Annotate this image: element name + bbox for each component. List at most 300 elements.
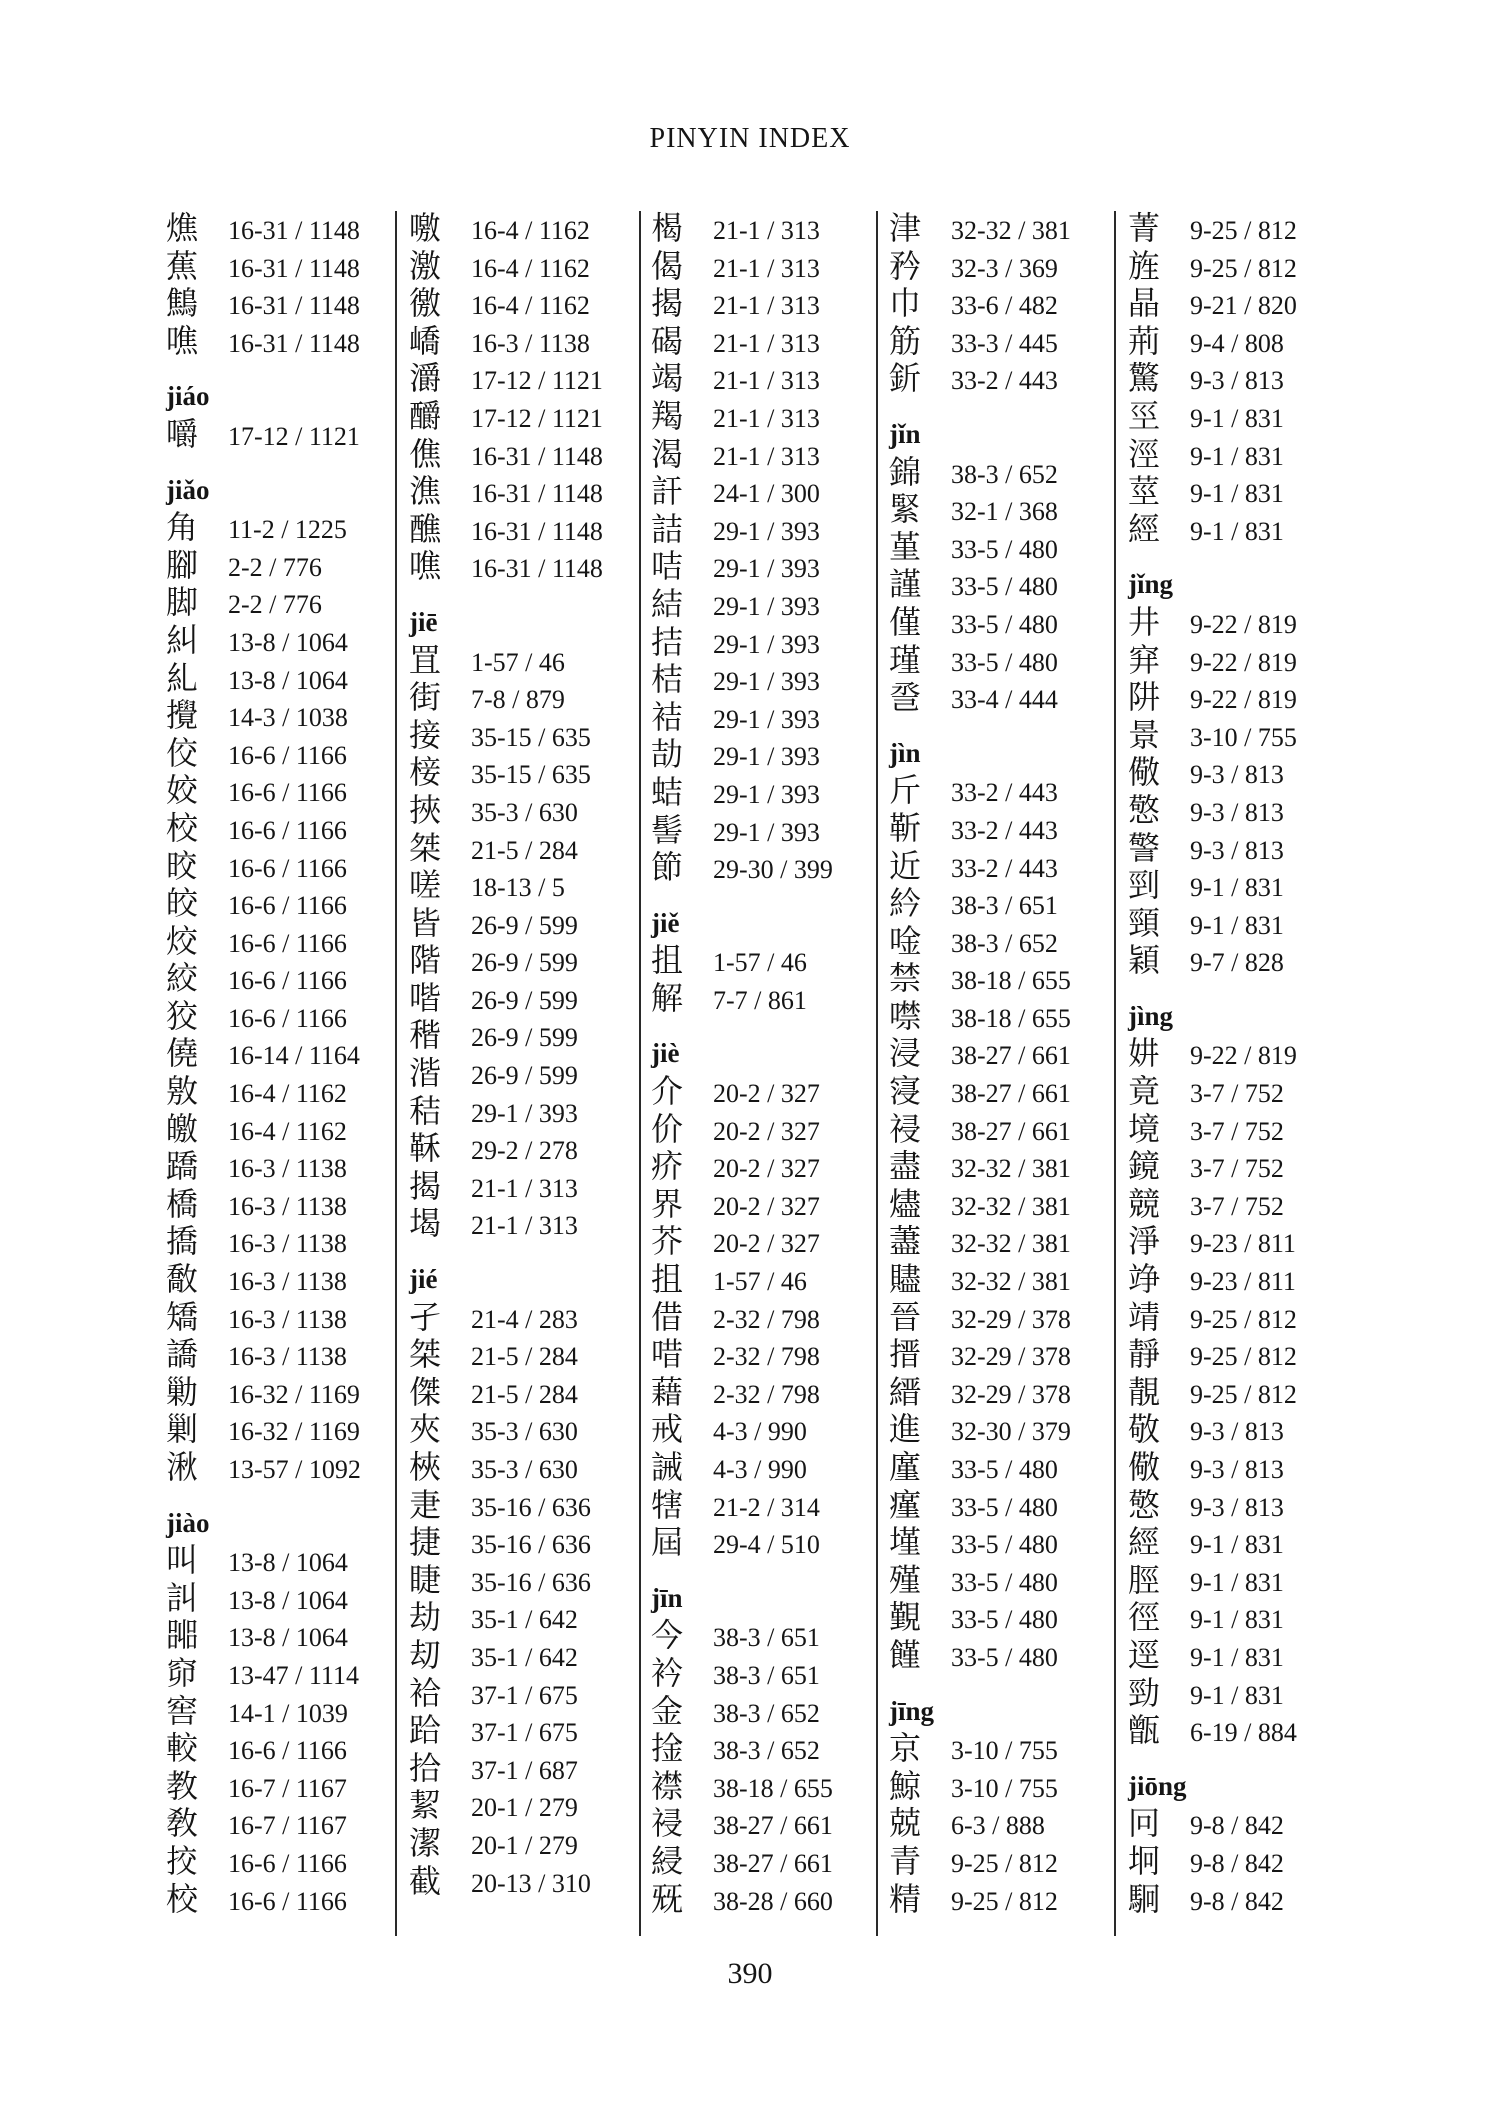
entry-reference: 9-7 / 828 bbox=[1190, 948, 1284, 978]
index-entry bbox=[409, 942, 603, 980]
index-entry bbox=[889, 848, 1071, 886]
index-entry bbox=[889, 1073, 1071, 1111]
entry-reference: 35-3 / 630 bbox=[471, 1455, 578, 1484]
entry-character: 揭 bbox=[651, 285, 684, 323]
entry-reference: 9-1 / 831 bbox=[1190, 1642, 1284, 1672]
entry-character: 津 bbox=[889, 210, 922, 247]
entry-reference: 13-8 / 1064 bbox=[228, 1623, 348, 1653]
entry-character: 青 bbox=[889, 1842, 922, 1880]
entry-reference: 32-32 / 381 bbox=[951, 216, 1071, 245]
entry-character: 殣 bbox=[889, 1561, 922, 1599]
entry-character: 兓 bbox=[651, 1880, 684, 1918]
entry-character: 近 bbox=[889, 847, 922, 885]
entry-reference: 9-1 / 831 bbox=[1190, 1530, 1284, 1560]
entry-reference: 20-2 / 327 bbox=[713, 1116, 820, 1146]
index-entry bbox=[1128, 285, 1297, 323]
entry-character: 訐 bbox=[651, 473, 684, 511]
pinyin-heading: jǐng bbox=[1128, 569, 1174, 600]
entry-character: 涇 bbox=[1128, 435, 1161, 473]
entry-character: 稭 bbox=[409, 1017, 442, 1055]
entry-character: 脚 bbox=[166, 584, 199, 622]
entry-reference: 29-1 / 393 bbox=[713, 554, 820, 584]
entry-character: 屆 bbox=[651, 1524, 684, 1562]
entry-reference: 33-5 / 480 bbox=[951, 1567, 1058, 1597]
entry-reference: 2-32 / 798 bbox=[713, 1304, 820, 1334]
index-entry bbox=[1128, 1843, 1297, 1881]
index-entry bbox=[166, 1693, 361, 1731]
index-entry bbox=[409, 1336, 603, 1374]
entry-reference: 38-28 / 660 bbox=[713, 1886, 833, 1916]
index-entry bbox=[889, 1148, 1071, 1186]
index-entry bbox=[651, 1186, 833, 1224]
pinyin-heading: jiě bbox=[651, 907, 680, 938]
entry-reference: 16-31 / 1148 bbox=[228, 328, 360, 358]
entry-character: 竟 bbox=[1128, 1073, 1161, 1111]
entry-character: 窖 bbox=[166, 1692, 199, 1730]
pinyin-heading: jié bbox=[409, 1264, 438, 1295]
entry-reference: 11-2 / 1225 bbox=[228, 515, 347, 545]
entry-character: 瑾 bbox=[889, 641, 922, 679]
index-entry bbox=[651, 980, 833, 1018]
entry-reference: 16-31 / 1148 bbox=[228, 291, 360, 321]
entry-character: 鏡 bbox=[1128, 1148, 1161, 1186]
entry-reference: 29-1 / 393 bbox=[713, 704, 820, 734]
entry-reference: 9-3 / 813 bbox=[1190, 1417, 1284, 1447]
entry-reference: 16-6 / 1166 bbox=[228, 740, 347, 770]
index-entry bbox=[409, 1750, 603, 1788]
index-entry bbox=[651, 323, 833, 361]
index-entry bbox=[409, 511, 603, 549]
index-entry bbox=[889, 566, 1071, 604]
entry-character: 詰 bbox=[651, 510, 684, 548]
index-entry bbox=[166, 1730, 361, 1768]
entry-character: 秸 bbox=[409, 1092, 442, 1130]
entry-reference: 16-31 / 1148 bbox=[228, 253, 360, 283]
entry-reference: 37-1 / 675 bbox=[471, 1680, 578, 1710]
entry-character: 節 bbox=[651, 849, 684, 887]
entry-reference: 9-22 / 819 bbox=[1190, 685, 1297, 715]
index-entry bbox=[1128, 1374, 1297, 1412]
index-entry bbox=[1128, 1712, 1297, 1750]
entry-character: 儆 bbox=[1128, 754, 1161, 792]
entry-character: 醮 bbox=[409, 510, 442, 548]
entry-character: 矯 bbox=[166, 1298, 199, 1336]
index-entry bbox=[651, 736, 833, 774]
entry-reference: 33-5 / 480 bbox=[951, 1605, 1058, 1635]
entry-character: 較 bbox=[166, 1730, 199, 1768]
entry-reference: 16-6 / 1166 bbox=[228, 966, 347, 996]
entry-character: 淨 bbox=[1128, 1223, 1161, 1261]
entry-reference: 35-1 / 642 bbox=[471, 1605, 578, 1635]
entry-reference: 21-1 / 313 bbox=[713, 216, 820, 245]
index-entry bbox=[1128, 1411, 1297, 1449]
index-entry bbox=[651, 210, 833, 248]
entry-reference: 32-29 / 378 bbox=[951, 1379, 1071, 1409]
entry-character: 靚 bbox=[1128, 1373, 1161, 1411]
entry-character: 糺 bbox=[166, 659, 199, 697]
index-entry bbox=[409, 1712, 603, 1750]
index-entry bbox=[889, 1524, 1071, 1562]
entry-reference: 6-19 / 884 bbox=[1190, 1718, 1297, 1748]
index-entry bbox=[1128, 1637, 1297, 1675]
entry-character: 桀 bbox=[409, 1336, 442, 1374]
index-entry bbox=[651, 436, 833, 474]
index-entry bbox=[889, 210, 1071, 248]
entry-character: 皦 bbox=[166, 1110, 199, 1148]
index-entry bbox=[1128, 323, 1297, 361]
entry-character: 禁 bbox=[889, 960, 922, 998]
entry-character: 潐 bbox=[409, 473, 442, 511]
entry-character: 竫 bbox=[1128, 1261, 1161, 1299]
index-entry bbox=[1128, 830, 1297, 868]
entry-character: 菁 bbox=[1128, 210, 1161, 247]
entry-reference: 9-3 / 813 bbox=[1190, 1492, 1284, 1522]
index-entry bbox=[409, 754, 603, 792]
index-entry bbox=[166, 1148, 361, 1186]
entry-character: 靖 bbox=[1128, 1298, 1161, 1336]
index-entry bbox=[409, 1374, 603, 1412]
index-entry bbox=[651, 248, 833, 286]
entry-character: 捦 bbox=[651, 1730, 684, 1768]
index-entry bbox=[651, 548, 833, 586]
entry-character: 僥 bbox=[166, 1035, 199, 1073]
index-entry bbox=[889, 1730, 1071, 1768]
entry-reference: 16-7 / 1167 bbox=[228, 1811, 347, 1841]
index-entry bbox=[651, 942, 833, 980]
entry-character: 孑 bbox=[409, 1298, 442, 1336]
index-entry bbox=[1128, 642, 1297, 680]
entry-reference: 1-57 / 46 bbox=[713, 1267, 807, 1297]
index-entry bbox=[1128, 1035, 1297, 1073]
index-entry bbox=[166, 1186, 361, 1224]
entry-reference: 20-1 / 279 bbox=[471, 1793, 578, 1823]
entry-character: 罝 bbox=[409, 641, 442, 679]
index-entry bbox=[409, 1863, 603, 1901]
entry-character: 袷 bbox=[409, 1674, 442, 1712]
index-entry bbox=[1128, 942, 1297, 980]
entry-reference: 16-32 / 1169 bbox=[228, 1379, 360, 1409]
entry-character: 鯨 bbox=[889, 1767, 922, 1805]
entry-character: 搢 bbox=[889, 1336, 922, 1374]
entry-character: 敬 bbox=[1128, 1411, 1161, 1449]
entry-character: 跲 bbox=[409, 1712, 442, 1750]
entry-character: 解 bbox=[651, 979, 684, 1017]
entry-reference: 2-32 / 798 bbox=[713, 1342, 820, 1372]
entry-reference: 16-6 / 1166 bbox=[228, 1736, 347, 1766]
entry-character: 嘂 bbox=[166, 1617, 199, 1655]
index-entry bbox=[651, 624, 833, 662]
entry-character: 贐 bbox=[889, 1261, 922, 1299]
index-entry bbox=[1128, 1186, 1297, 1224]
entry-reference: 9-3 / 813 bbox=[1190, 1455, 1284, 1484]
entry-character: 劫 bbox=[409, 1599, 442, 1637]
index-entry bbox=[651, 1336, 833, 1374]
entry-reference: 20-1 / 279 bbox=[471, 1830, 578, 1860]
index-entry bbox=[651, 1261, 833, 1299]
entry-reference: 17-12 / 1121 bbox=[471, 366, 603, 396]
index-entry bbox=[409, 473, 603, 511]
index-entry bbox=[1128, 679, 1297, 717]
entry-character: 腳 bbox=[166, 546, 199, 584]
entry-reference: 20-2 / 327 bbox=[713, 1079, 820, 1109]
index-entry bbox=[889, 360, 1071, 398]
entry-character: 浸 bbox=[889, 1035, 922, 1073]
index-entry bbox=[1128, 792, 1297, 830]
entry-reference: 16-31 / 1148 bbox=[471, 441, 603, 471]
entry-character: 撟 bbox=[166, 1223, 199, 1261]
index-entry bbox=[651, 1730, 833, 1768]
entry-character: 瘽 bbox=[889, 1486, 922, 1524]
entry-reference: 26-9 / 599 bbox=[471, 948, 578, 978]
entry-reference: 16-14 / 1164 bbox=[228, 1041, 360, 1071]
entry-character: 錦 bbox=[889, 453, 922, 491]
page-number: 390 bbox=[727, 1957, 773, 1990]
entry-reference: 16-32 / 1169 bbox=[228, 1417, 360, 1447]
entry-character: 景 bbox=[1128, 716, 1161, 754]
index-entry bbox=[166, 1336, 361, 1374]
entry-reference: 33-2 / 443 bbox=[951, 366, 1058, 396]
index-entry bbox=[409, 1675, 603, 1713]
entry-character: 頸 bbox=[1128, 904, 1161, 942]
index-column bbox=[889, 210, 1071, 1918]
index-entry bbox=[409, 1055, 603, 1093]
entry-reference: 32-29 / 378 bbox=[951, 1342, 1071, 1372]
entry-reference: 16-6 / 1166 bbox=[228, 1003, 347, 1033]
index-entry bbox=[166, 210, 361, 248]
index-entry bbox=[651, 398, 833, 436]
entry-character: 抯 bbox=[651, 1261, 684, 1299]
entry-reference: 26-9 / 599 bbox=[471, 910, 578, 940]
index-entry bbox=[166, 1411, 361, 1449]
index-column bbox=[166, 210, 361, 1918]
entry-reference: 16-6 / 1166 bbox=[228, 853, 347, 883]
entry-reference: 33-3 / 445 bbox=[951, 328, 1058, 358]
entry-character: 糾 bbox=[166, 621, 199, 659]
index-entry bbox=[889, 1843, 1071, 1881]
entry-character: 藎 bbox=[889, 1223, 922, 1261]
entry-character: 蛣 bbox=[651, 773, 684, 811]
entry-reference: 21-1 / 313 bbox=[713, 366, 820, 396]
entry-character: 堨 bbox=[409, 1205, 442, 1243]
entry-reference: 37-1 / 675 bbox=[471, 1718, 578, 1748]
index-entry bbox=[889, 1035, 1071, 1073]
entry-character: 拮 bbox=[651, 623, 684, 661]
entry-character: 甑 bbox=[1128, 1712, 1161, 1750]
index-entry bbox=[651, 586, 833, 624]
entry-reference: 16-6 / 1166 bbox=[228, 815, 347, 845]
index-entry bbox=[166, 1374, 361, 1412]
entry-character: 剄 bbox=[1128, 867, 1161, 905]
index-entry bbox=[409, 1524, 603, 1562]
entry-character: 湝 bbox=[409, 1055, 442, 1093]
index-entry bbox=[409, 398, 603, 436]
entry-character: 渴 bbox=[651, 435, 684, 473]
entry-reference: 26-9 / 599 bbox=[471, 985, 578, 1015]
index-column bbox=[409, 210, 603, 1900]
entry-character: 髻 bbox=[651, 811, 684, 849]
index-entry bbox=[1128, 1261, 1297, 1299]
entry-reference: 29-4 / 510 bbox=[713, 1530, 820, 1560]
index-entry bbox=[166, 285, 361, 323]
index-entry bbox=[409, 285, 603, 323]
entry-reference: 33-2 / 443 bbox=[951, 815, 1058, 845]
index-entry bbox=[409, 1637, 603, 1675]
entry-reference: 9-1 / 831 bbox=[1190, 910, 1284, 940]
index-entry bbox=[1128, 1073, 1297, 1111]
entry-reference: 9-8 / 842 bbox=[1190, 1811, 1284, 1841]
entry-character: 借 bbox=[651, 1298, 684, 1336]
index-entry bbox=[889, 960, 1071, 998]
index-entry bbox=[1128, 1336, 1297, 1374]
entry-character: 嗟 bbox=[409, 867, 442, 905]
entry-character: 燼 bbox=[889, 1185, 922, 1223]
entry-character: 犗 bbox=[651, 1486, 684, 1524]
entry-character: 睫 bbox=[409, 1561, 442, 1599]
index-entry bbox=[651, 473, 833, 511]
entry-reference: 33-5 / 480 bbox=[951, 647, 1058, 677]
index-entry bbox=[651, 661, 833, 699]
entry-character: 驚 bbox=[1128, 360, 1161, 398]
index-entry bbox=[651, 1073, 833, 1111]
index-entry bbox=[166, 1111, 361, 1149]
entry-reference: 2-2 / 776 bbox=[228, 552, 322, 582]
index-entry bbox=[651, 812, 833, 850]
entry-reference: 29-1 / 393 bbox=[471, 1098, 578, 1128]
index-entry bbox=[166, 660, 361, 698]
entry-reference: 21-5 / 284 bbox=[471, 1379, 578, 1409]
entry-reference: 26-9 / 599 bbox=[471, 1061, 578, 1091]
index-entry bbox=[409, 1017, 603, 1055]
entry-character: 衿 bbox=[651, 1654, 684, 1692]
index-entry bbox=[166, 584, 361, 622]
pinyin-heading: jìng bbox=[1128, 1000, 1174, 1031]
index-entry bbox=[889, 285, 1071, 323]
entry-reference: 16-4 / 1162 bbox=[228, 1079, 347, 1109]
entry-character: 覲 bbox=[889, 1599, 922, 1637]
entry-reference: 9-8 / 842 bbox=[1190, 1886, 1284, 1916]
entry-reference: 9-3 / 813 bbox=[1190, 835, 1284, 865]
entry-character: 夾 bbox=[409, 1411, 442, 1449]
entry-character: 楬 bbox=[651, 210, 684, 247]
entry-character: 絞 bbox=[166, 960, 199, 998]
index-entry bbox=[409, 210, 603, 248]
entry-character: 嚼 bbox=[166, 415, 199, 453]
index-entry bbox=[1128, 867, 1297, 905]
entry-character: 盡 bbox=[889, 1148, 922, 1186]
index-entry bbox=[889, 1637, 1071, 1675]
entry-reference: 21-1 / 313 bbox=[471, 1173, 578, 1203]
index-entry bbox=[166, 1223, 361, 1261]
entry-character: 鷦 bbox=[166, 285, 199, 323]
entry-character: 接 bbox=[409, 716, 442, 754]
index-entry bbox=[1128, 1223, 1297, 1261]
entry-reference: 9-22 / 819 bbox=[1190, 1041, 1297, 1071]
entry-reference: 35-15 / 635 bbox=[471, 722, 591, 752]
index-entry bbox=[889, 1336, 1071, 1374]
index-entry bbox=[889, 454, 1071, 492]
entry-reference: 29-1 / 393 bbox=[713, 591, 820, 621]
entry-reference: 9-3 / 813 bbox=[1190, 760, 1284, 790]
index-entry bbox=[889, 1299, 1071, 1337]
index-entry bbox=[889, 810, 1071, 848]
entry-reference: 21-2 / 314 bbox=[713, 1492, 820, 1522]
entry-character: 狡 bbox=[166, 997, 199, 1035]
index-entry bbox=[651, 1449, 833, 1487]
index-entry bbox=[409, 1449, 603, 1487]
entry-character: 斤 bbox=[889, 772, 922, 810]
entry-reference: 35-16 / 636 bbox=[471, 1530, 591, 1560]
page-title: PINYIN INDEX bbox=[649, 123, 851, 154]
entry-character: 唫 bbox=[889, 922, 922, 960]
entry-reference: 24-1 / 300 bbox=[713, 479, 820, 509]
entry-character: 噭 bbox=[409, 210, 442, 247]
entry-reference: 38-3 / 651 bbox=[951, 891, 1058, 921]
index-entry bbox=[889, 1562, 1071, 1600]
entry-reference: 4-3 / 990 bbox=[713, 1455, 807, 1484]
index-entry bbox=[889, 604, 1071, 642]
entry-character: 誡 bbox=[651, 1449, 684, 1486]
entry-character: 嶠 bbox=[409, 322, 442, 360]
entry-reference: 35-16 / 636 bbox=[471, 1492, 591, 1522]
entry-reference: 20-2 / 327 bbox=[713, 1229, 820, 1259]
entry-reference: 16-31 / 1148 bbox=[228, 216, 360, 245]
entry-character: 矜 bbox=[889, 247, 922, 285]
index-entry bbox=[409, 717, 603, 755]
entry-reference: 17-12 / 1121 bbox=[471, 403, 603, 433]
entry-character: 堇 bbox=[889, 528, 922, 566]
entry-character: 咭 bbox=[651, 548, 684, 586]
index-entry bbox=[889, 1487, 1071, 1525]
entry-reference: 16-4 / 1162 bbox=[471, 253, 590, 283]
entry-reference: 9-25 / 812 bbox=[1190, 1342, 1297, 1372]
index-entry bbox=[409, 905, 603, 943]
entry-character: 噍 bbox=[166, 322, 199, 360]
index-entry bbox=[409, 867, 603, 905]
index-entry bbox=[409, 1487, 603, 1525]
entry-character: 筋 bbox=[889, 322, 922, 360]
entry-character: 捷 bbox=[409, 1524, 442, 1562]
index-entry bbox=[889, 1449, 1071, 1487]
entry-character: 今 bbox=[651, 1617, 684, 1655]
index-entry bbox=[409, 1093, 603, 1131]
index-entry bbox=[409, 248, 603, 286]
entry-character: 僅 bbox=[889, 603, 922, 641]
entry-reference: 35-3 / 630 bbox=[471, 797, 578, 827]
entry-character: 噤 bbox=[889, 997, 922, 1035]
entry-reference: 13-8 / 1064 bbox=[228, 665, 348, 695]
entry-character: 挍 bbox=[166, 1842, 199, 1880]
entry-reference: 16-3 / 1138 bbox=[228, 1229, 347, 1259]
entry-character: 兢 bbox=[889, 1805, 922, 1843]
entry-reference: 29-1 / 393 bbox=[713, 667, 820, 697]
entry-character: 傑 bbox=[409, 1373, 442, 1411]
index-entry bbox=[166, 960, 361, 998]
entry-reference: 9-1 / 831 bbox=[1190, 873, 1284, 903]
entry-reference: 16-3 / 1138 bbox=[471, 328, 590, 358]
index-entry bbox=[409, 1299, 603, 1337]
entry-reference: 9-8 / 842 bbox=[1190, 1848, 1284, 1878]
entry-character: 綅 bbox=[651, 1842, 684, 1880]
entry-reference: 26-9 / 599 bbox=[471, 1023, 578, 1053]
entry-character: 截 bbox=[409, 1862, 442, 1900]
index-entry bbox=[1128, 511, 1297, 549]
entry-reference: 33-2 / 443 bbox=[951, 778, 1058, 808]
entry-character: 憼 bbox=[1128, 1486, 1161, 1524]
index-entry bbox=[889, 1374, 1071, 1412]
entry-character: 噍 bbox=[409, 548, 442, 586]
index-entry bbox=[166, 1843, 361, 1881]
index-entry bbox=[651, 849, 833, 887]
